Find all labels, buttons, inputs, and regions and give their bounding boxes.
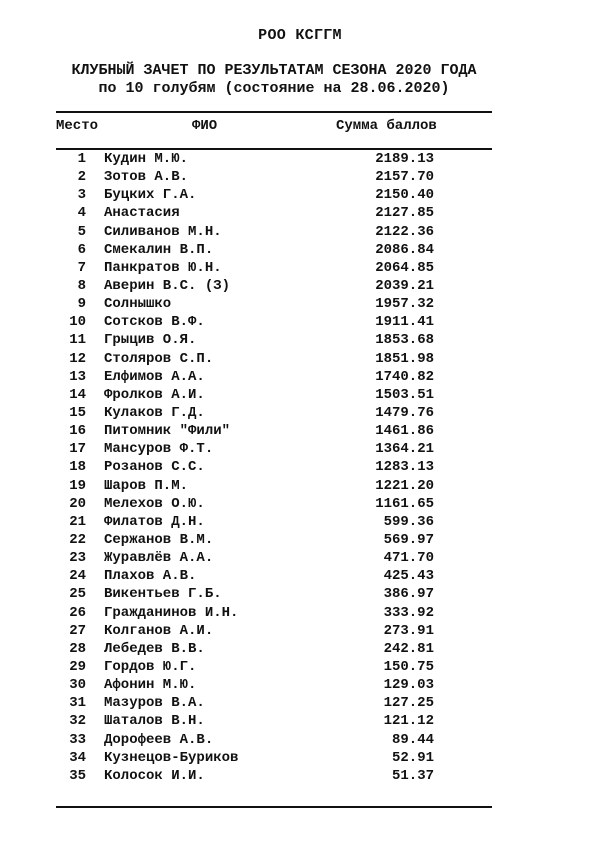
name-cell: Панкратов Ю.Н. bbox=[104, 259, 222, 276]
name-cell: Кудин М.Ю. bbox=[104, 151, 189, 167]
name-cell: Питомник "Фили" bbox=[104, 423, 231, 440]
table-row bbox=[0, 295, 600, 313]
score-cell: 1461.86 bbox=[375, 423, 434, 440]
place-cell: 20 bbox=[69, 495, 86, 512]
name-cell: Мелехов О.Ю. bbox=[104, 495, 205, 512]
column-header-name: ФИО bbox=[192, 118, 218, 134]
name-cell: Столяров С.П. bbox=[104, 350, 214, 367]
name-cell: Дорофеев А.В. bbox=[104, 731, 214, 748]
score-cell: 2039.21 bbox=[375, 277, 434, 294]
score-cell: 471.70 bbox=[383, 550, 434, 567]
score-cell: 2157.70 bbox=[375, 169, 434, 186]
place-cell: 2 bbox=[77, 169, 86, 186]
name-cell: Грыцив О.Я. bbox=[104, 332, 197, 349]
score-cell: 273.91 bbox=[383, 622, 434, 639]
name-cell: Смекалин В.П. bbox=[104, 241, 214, 258]
place-cell: 30 bbox=[69, 677, 86, 694]
table-row bbox=[0, 658, 600, 676]
name-cell: Кулаков Г.Д. bbox=[104, 404, 205, 421]
score-cell: 1364.21 bbox=[375, 441, 434, 458]
score-cell: 127.25 bbox=[383, 695, 434, 712]
name-cell: Мансуров Ф.Т. bbox=[104, 441, 214, 458]
score-cell: 129.03 bbox=[383, 677, 434, 694]
score-cell: 333.92 bbox=[383, 604, 434, 621]
name-cell: Сержанов В.М. bbox=[104, 531, 214, 548]
table-row bbox=[0, 477, 600, 495]
place-cell: 22 bbox=[69, 531, 86, 548]
score-cell: 1851.98 bbox=[375, 350, 434, 367]
name-cell: Гражданинов И.Н. bbox=[104, 604, 239, 621]
table-row bbox=[0, 422, 600, 440]
table-row bbox=[0, 531, 600, 549]
place-cell: 35 bbox=[69, 767, 86, 784]
place-cell: 21 bbox=[69, 513, 86, 530]
place-cell: 27 bbox=[69, 622, 86, 639]
name-cell: Лебедев В.В. bbox=[104, 640, 205, 657]
table-row bbox=[0, 313, 600, 331]
table-row bbox=[0, 712, 600, 730]
score-cell: 1221.20 bbox=[375, 477, 434, 494]
place-cell: 23 bbox=[69, 550, 86, 567]
name-cell: Шаров П.М. bbox=[104, 477, 189, 494]
name-cell: Анастасия bbox=[104, 205, 180, 222]
score-cell: 1283.13 bbox=[375, 459, 434, 476]
table-row bbox=[0, 331, 600, 349]
place-cell: 12 bbox=[69, 350, 86, 367]
name-cell: Зотов А.В. bbox=[104, 169, 189, 186]
place-cell: 9 bbox=[77, 296, 86, 313]
table-row bbox=[0, 604, 600, 622]
place-cell: 16 bbox=[69, 423, 86, 440]
name-cell: Мазуров В.А. bbox=[104, 695, 205, 712]
score-cell: 89.44 bbox=[391, 731, 434, 748]
name-cell: Кузнецов-Буриков bbox=[104, 749, 239, 766]
table-row bbox=[0, 622, 600, 640]
table-row bbox=[0, 259, 600, 277]
table-row bbox=[0, 549, 600, 567]
table-row bbox=[0, 277, 600, 295]
score-cell: 2150.40 bbox=[375, 187, 434, 204]
name-cell: Фролков А.И. bbox=[104, 386, 205, 403]
place-cell: 17 bbox=[69, 441, 86, 458]
place-cell: 10 bbox=[69, 314, 86, 331]
standings-table bbox=[0, 150, 600, 785]
name-cell: Сотсков В.Ф. bbox=[104, 314, 205, 331]
document-subtitle: по 10 голубям (состояние на 28.06.2020) bbox=[98, 80, 450, 97]
score-cell: 386.97 bbox=[383, 586, 434, 603]
score-cell: 1503.51 bbox=[375, 386, 434, 403]
score-cell: 1740.82 bbox=[375, 368, 434, 385]
name-cell: Афонин М.Ю. bbox=[104, 677, 197, 694]
table-row bbox=[0, 749, 600, 767]
place-cell: 4 bbox=[77, 205, 86, 222]
table-row bbox=[0, 404, 600, 422]
table-row bbox=[0, 186, 600, 204]
place-cell: 33 bbox=[69, 731, 86, 748]
column-header-score: Сумма баллов bbox=[336, 118, 437, 134]
place-cell: 5 bbox=[77, 223, 86, 240]
score-cell: 599.36 bbox=[383, 513, 434, 530]
table-row bbox=[0, 368, 600, 386]
table-row bbox=[0, 767, 600, 785]
table-row bbox=[0, 223, 600, 241]
score-cell: 150.75 bbox=[383, 658, 434, 675]
place-cell: 26 bbox=[69, 604, 86, 621]
score-cell: 2064.85 bbox=[375, 259, 434, 276]
score-cell: 2127.85 bbox=[375, 205, 434, 222]
score-cell: 569.97 bbox=[383, 531, 434, 548]
table-row bbox=[0, 513, 600, 531]
table-row bbox=[0, 676, 600, 694]
table-row bbox=[0, 168, 600, 186]
score-cell: 242.81 bbox=[383, 640, 434, 657]
table-row bbox=[0, 694, 600, 712]
score-cell: 2086.84 bbox=[375, 241, 434, 258]
organization-name: РОО КСГГМ bbox=[258, 27, 342, 44]
table-row bbox=[0, 440, 600, 458]
name-cell: Елфимов А.А. bbox=[104, 368, 205, 385]
table-row bbox=[0, 640, 600, 658]
score-cell: 52.91 bbox=[391, 749, 434, 766]
name-cell: Аверин В.С. (З) bbox=[104, 277, 231, 294]
score-cell: 1853.68 bbox=[375, 332, 434, 349]
place-cell: 1 bbox=[77, 151, 86, 167]
place-cell: 6 bbox=[77, 241, 86, 258]
place-cell: 3 bbox=[77, 187, 86, 204]
place-cell: 25 bbox=[69, 586, 86, 603]
score-cell: 1161.65 bbox=[375, 495, 434, 512]
table-row bbox=[0, 350, 600, 368]
column-header-place: Место bbox=[56, 118, 99, 134]
table-bottom-rule bbox=[56, 806, 492, 808]
name-cell: Розанов С.С. bbox=[104, 459, 205, 476]
score-cell: 121.12 bbox=[383, 713, 434, 730]
name-cell: Журавлёв А.А. bbox=[104, 550, 214, 567]
name-cell: Солнышко bbox=[104, 296, 172, 313]
name-cell: Филатов Д.Н. bbox=[104, 513, 205, 530]
name-cell: Силиванов М.Н. bbox=[104, 223, 222, 240]
place-cell: 28 bbox=[69, 640, 86, 657]
name-cell: Колганов А.И. bbox=[104, 622, 214, 639]
table-row bbox=[0, 567, 600, 585]
name-cell: Шаталов В.Н. bbox=[104, 713, 205, 730]
place-cell: 8 bbox=[77, 277, 86, 294]
name-cell: Викентьев Г.Б. bbox=[104, 586, 222, 603]
place-cell: 11 bbox=[69, 332, 86, 349]
table-row bbox=[0, 204, 600, 222]
name-cell: Плахов А.В. bbox=[104, 568, 197, 585]
table-row bbox=[0, 495, 600, 513]
place-cell: 34 bbox=[69, 749, 86, 766]
score-cell: 51.37 bbox=[391, 767, 434, 784]
table-row bbox=[0, 585, 600, 603]
score-cell: 1479.76 bbox=[375, 404, 434, 421]
place-cell: 32 bbox=[69, 713, 86, 730]
table-row bbox=[0, 241, 600, 259]
place-cell: 19 bbox=[69, 477, 86, 494]
document-title: КЛУБНЫЙ ЗАЧЕТ ПО РЕЗУЛЬТАТАМ СЕЗОНА 2020 ГОДА bbox=[71, 62, 477, 79]
place-cell: 13 bbox=[69, 368, 86, 385]
score-cell: 1911.41 bbox=[375, 314, 434, 331]
table-row bbox=[0, 458, 600, 476]
place-cell: 29 bbox=[69, 658, 86, 675]
table-row bbox=[0, 386, 600, 404]
place-cell: 7 bbox=[77, 259, 86, 276]
place-cell: 18 bbox=[69, 459, 86, 476]
place-cell: 24 bbox=[69, 568, 86, 585]
place-cell: 15 bbox=[69, 404, 86, 421]
name-cell: Гордов Ю.Г. bbox=[104, 658, 197, 675]
place-cell: 31 bbox=[69, 695, 86, 712]
name-cell: Колосок И.И. bbox=[104, 767, 205, 784]
table-row bbox=[0, 731, 600, 749]
header-top-rule bbox=[56, 111, 492, 113]
table-row bbox=[0, 150, 600, 168]
score-cell: 425.43 bbox=[383, 568, 434, 585]
score-cell: 2122.36 bbox=[375, 223, 434, 240]
score-cell: 1957.32 bbox=[375, 296, 434, 313]
place-cell: 14 bbox=[69, 386, 86, 403]
score-cell: 2189.13 bbox=[375, 151, 434, 167]
name-cell: Буцких Г.А. bbox=[104, 187, 197, 204]
